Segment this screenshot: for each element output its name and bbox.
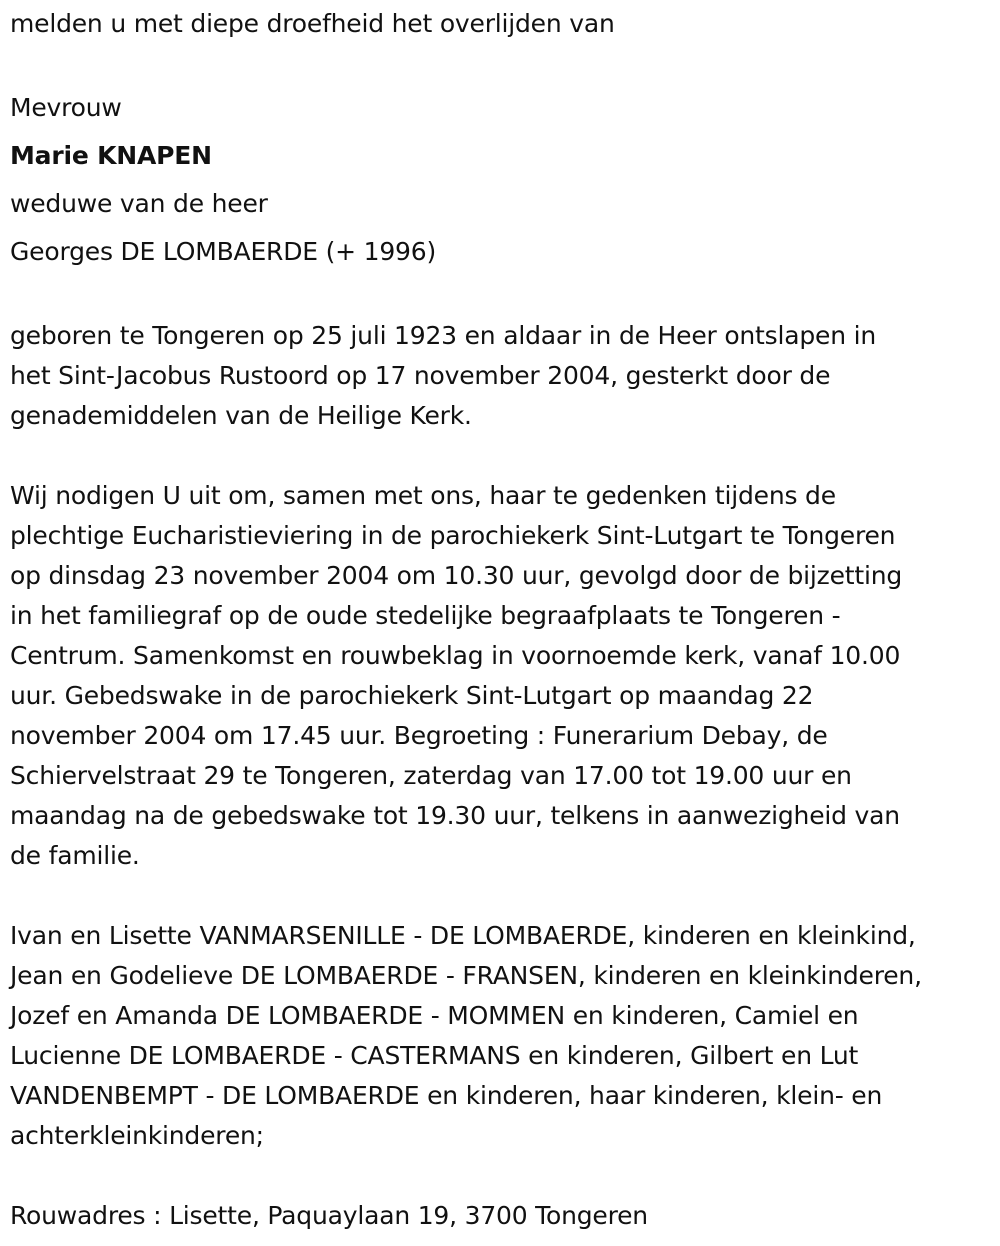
intro-text: melden u met diepe droefheid het overlijden van <box>10 9 615 38</box>
relation-text: weduwe van de heer <box>10 189 268 218</box>
family-paragraph <box>10 916 1000 1156</box>
paragraph-line: Jean en Godelieve DE LOMBAERDE - FRANSEN, kinderen en kleinkinderen, <box>10 961 922 990</box>
paragraph-line: op dinsdag 23 november 2004 om 10.30 uur, gevolgd door de bijzetting <box>10 561 903 590</box>
paragraph-line: genademiddelen van de Heilige Kerk. <box>10 401 472 430</box>
paragraph-line: Ivan en Lisette VANMARSENILLE - DE LOMBAERDE, kinderen en kleinkind, <box>10 921 916 950</box>
spacer <box>10 44 1000 84</box>
paragraph-line: plechtige Eucharistieviering in de parochiekerk Sint-Lutgart te Tongeren <box>10 521 896 550</box>
paragraph-line: het Sint-Jacobus Rustoord op 17 november 2004, gesterkt door de <box>10 361 831 390</box>
spacer <box>10 1156 1000 1196</box>
paragraph-line: uur. Gebedswake in de parochiekerk Sint-Lutgart op maandag 22 <box>10 681 814 710</box>
salutation: Mevrouw <box>10 93 122 122</box>
ceremony-paragraph <box>10 476 1000 876</box>
paragraph-line: VANDENBEMPT - DE LOMBAERDE en kinderen, haar kinderen, klein- en <box>10 1081 883 1110</box>
spacer <box>10 436 1000 476</box>
spouse-name: Georges DE LOMBAERDE (+ 1996) <box>10 237 437 266</box>
spacer <box>10 276 1000 316</box>
paragraph-line: Lucienne DE LOMBAERDE - CASTERMANS en kinderen, Gilbert en Lut <box>10 1041 859 1070</box>
paragraph-line: geboren te Tongeren op 25 juli 1923 en aldaar in de Heer ontslapen in <box>10 321 876 350</box>
spacer <box>10 876 1000 916</box>
paragraph-line: Jozef en Amanda DE LOMBAERDE - MOMMEN en kinderen, Camiel en <box>10 1001 859 1030</box>
paragraph-line: de familie. <box>10 841 140 870</box>
paragraph-line: maandag na de gebedswake tot 19.30 uur, telkens in aanwezigheid van <box>10 801 900 830</box>
paragraph-line: Centrum. Samenkomst en rouwbeklag in voornoemde kerk, vanaf 10.00 <box>10 641 901 670</box>
mourning-address: Rouwadres : Lisette, Paquaylaan 19, 3700 Tongeren <box>10 1201 648 1230</box>
birth-death-paragraph <box>10 316 1000 436</box>
deceased-name: Marie KNAPEN <box>10 141 212 170</box>
paragraph-line: Wij nodigen U uit om, samen met ons, haar te gedenken tijdens de <box>10 481 836 510</box>
paragraph-line: in het familiegraf op de oude stedelijke begraafplaats te Tongeren - <box>10 601 841 630</box>
paragraph-line: achterkleinkinderen; <box>10 1121 264 1150</box>
paragraph-line: november 2004 om 17.45 uur. Begroeting : Funerarium Debay, de <box>10 721 828 750</box>
paragraph-line: Schiervelstraat 29 te Tongeren, zaterdag van 17.00 tot 19.00 uur en <box>10 761 852 790</box>
